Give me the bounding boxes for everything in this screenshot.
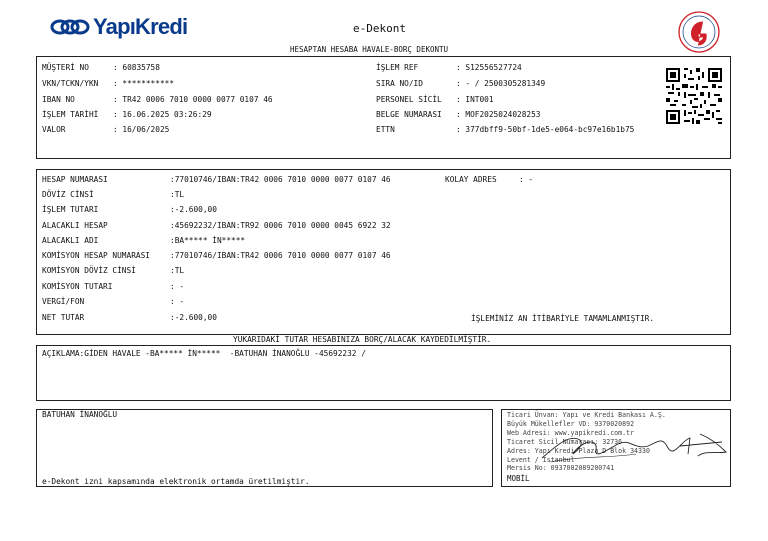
transaction-row-value: :BA***** İN***** — [170, 236, 246, 245]
transaction-row-value: :-2.600,00 — [170, 313, 217, 322]
transaction-row-value: :77010746/IBAN:TR42 0006 7010 0000 0077 0107 46 — [170, 251, 391, 260]
islem-tarihi-row: İŞLEM TARİHİ : 16.06.2025 03:26:29 — [42, 110, 212, 119]
bank-seal-icon — [676, 10, 722, 54]
ettn-row: ETTN : 377dbff9-50bf-1de5-e064-bc97e16b1b75 — [376, 125, 635, 134]
transaction-row-value: :TL — [170, 190, 185, 199]
musteri-no-row: MÜŞTERİ NO : 60835758 — [42, 63, 160, 72]
transaction-row — [42, 236, 245, 246]
bank-logo — [50, 14, 187, 40]
e-dekont-note: e-Dekont izni kapsamında elektronik ortamda üretilmiştir. — [42, 477, 310, 486]
bank-info-line: Ticaret Sicil Numarası: 32736 — [507, 437, 623, 446]
bank-info-line: Büyük Mükellefler VD: 9370020892 — [507, 419, 635, 428]
belge-row: BELGE NUMARASI : MOF2025024028253 — [376, 110, 541, 119]
transaction-row — [42, 266, 184, 276]
transaction-row-value: :TL — [170, 266, 185, 275]
transaction-row-label: NET TUTAR — [42, 313, 85, 322]
bank-info-line: Adres: Yapı Kredi Plaza D Blok 34330 — [507, 446, 650, 455]
transaction-row-label: KOMİSYON HESAP NUMARASI — [42, 251, 150, 260]
transaction-row — [42, 205, 217, 215]
transaction-row-value: :77010746/IBAN:TR42 0006 7010 0000 0077 0107 46 — [170, 175, 391, 184]
sira-no-row: SIRA NO/ID : - / 2500305281349 — [376, 79, 546, 88]
transaction-row — [42, 175, 391, 185]
transaction-row — [42, 221, 391, 231]
customer-name: BATUHAN İNANOĞLU — [42, 410, 118, 419]
description-text: AÇIKLAMA:GİDEN HAVALE -BA***** İN***** -BATUHAN İNANOĞLU -45692232 / — [42, 349, 366, 358]
iban-row: IBAN NO : TR42 0006 7010 0000 0077 0107 46 — [42, 95, 273, 104]
customer-name-box — [36, 409, 493, 487]
completion-note: İŞLEMİNİZ AN İTİBARİYLE TAMAMLANMIŞTIR. — [471, 314, 655, 323]
document-subtitle: HESAPTAN HESABA HAVALE-BORÇ DEKONTU — [290, 45, 449, 54]
transaction-row-label: HESAP NUMARASI — [42, 175, 108, 184]
channel-label: MOBİL — [507, 474, 530, 483]
qr-code-icon — [666, 68, 722, 124]
transaction-row-value: : - — [170, 297, 185, 306]
bank-info-line: Ticari Ünvan: Yapı ve Kredi Bankası A.Ş. — [507, 411, 666, 419]
signature-icon — [540, 428, 730, 468]
transaction-row-label: KOMİSYON TUTARI — [42, 282, 113, 291]
notice-text: YUKARIDAKİ TUTAR HESABINIZA BORÇ/ALACAK KAYDEDİLMİŞTİR. — [233, 335, 492, 344]
transaction-row-label: ALACAKLI ADI — [42, 236, 99, 245]
transaction-row-value: :45692232/IBAN:TR92 0006 7010 0000 0045 6922 32 — [170, 221, 391, 230]
transaction-row-value: : - — [170, 282, 185, 291]
transaction-row — [42, 251, 391, 261]
bank-info-line: Levent / İstanbul — [507, 455, 575, 464]
vkn-row: VKN/TCKN/YKN : *********** — [42, 79, 175, 88]
yapikredi-logo-icon — [50, 15, 90, 39]
bank-name: YapıKredi — [93, 14, 188, 39]
bank-info-line[interactable]: Web Adresi: www.yapikredi.com.tr — [507, 428, 635, 437]
transaction-row-label: ALACAKLI HESAP — [42, 221, 108, 230]
transaction-row — [42, 313, 217, 323]
valor-row: VALOR : 16/06/2025 — [42, 125, 170, 134]
transaction-row — [42, 282, 184, 292]
transaction-row-value: :-2.600,00 — [170, 205, 217, 214]
transaction-row — [42, 190, 184, 200]
islem-ref-row: İŞLEM REF : S12556527724 — [376, 63, 522, 72]
kolay-adres-row: KOLAY ADRES : - — [445, 175, 534, 184]
page-title: e-Dekont — [353, 22, 406, 35]
transaction-row-label: VERGİ/FON — [42, 297, 85, 306]
transaction-row-label: KOMİSYON DÖVİZ CİNSİ — [42, 266, 136, 275]
bank-info-line: Mersis No: 0937002089200741 — [507, 464, 615, 473]
personel-row: PERSONEL SİCİL : INT001 — [376, 95, 494, 104]
transaction-row-label: İŞLEM TUTARI — [42, 205, 99, 214]
transaction-row-label: DÖVİZ CİNSİ — [42, 190, 94, 199]
transaction-row — [42, 297, 184, 307]
